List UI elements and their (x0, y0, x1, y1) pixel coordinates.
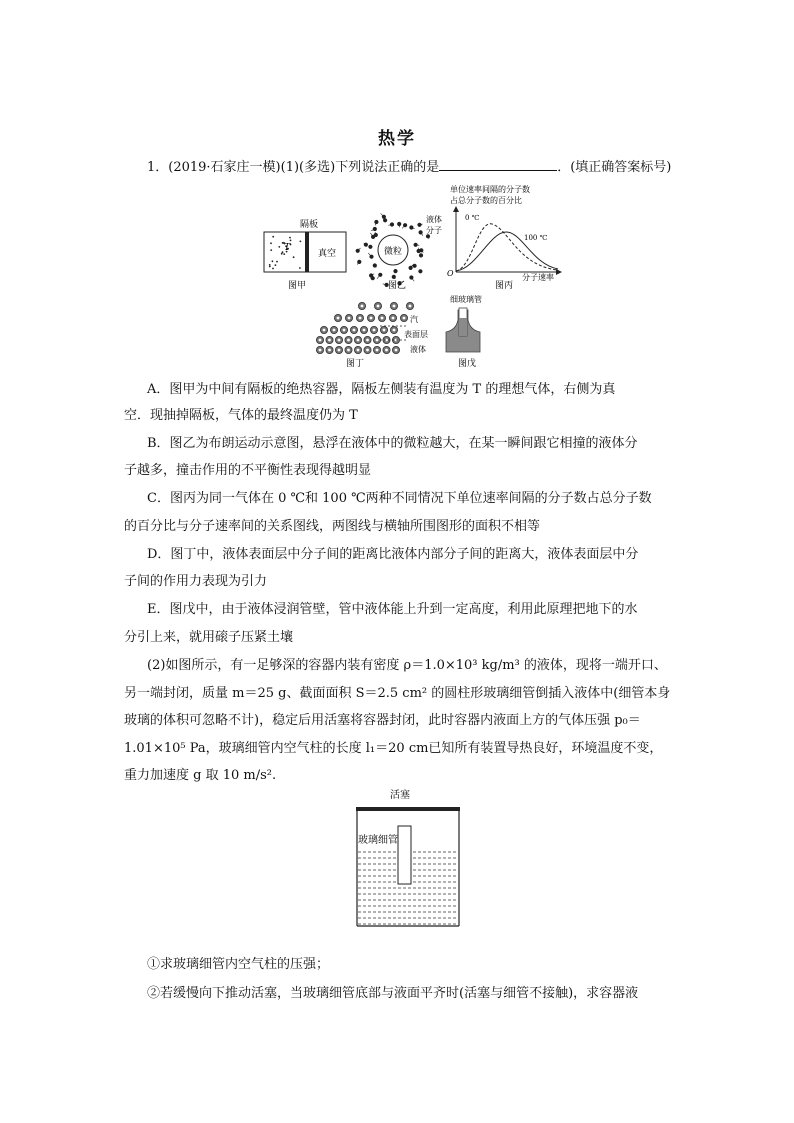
jia-vacuum-label: 真空 (318, 249, 337, 259)
yi-caption: 图乙 (388, 281, 407, 291)
option-b-line-1: B．图乙为布朗运动示意图，悬浮在液体中的微粒越大，在某一瞬间跟它相撞的液体分 (147, 436, 638, 451)
option-a-line-1: A．图甲为中间有隔板的绝热容器，隔板左侧装有温度为 T 的理想气体，右侧为真 (147, 382, 616, 397)
subquestion-1: ①求玻璃细管内空气柱的压强； (147, 957, 330, 972)
piston (356, 807, 460, 811)
figure-ding (316, 302, 428, 369)
subquestion-2: ②若缓慢向下推动活塞，当玻璃细管底部与液面平齐时(活塞与细管不接触)，求容器液 (147, 986, 639, 1001)
part-2-line-1: (2)如图所示，有一足够深的容器内装有密度 ρ＝1.0×10³ kg/m³ 的液体，现将一端开口、 (147, 658, 667, 673)
bing-origin-label: O (447, 269, 454, 278)
ding-liquid-label: 液体 (410, 345, 426, 354)
ding-vapor-label: 汽 (410, 315, 418, 324)
part-2-line-2: 另一端封闭，质量 m＝25 g、截面面积 S＝2.5 cm² 的圆柱形玻璃细管倒插入液体中(细管本身 (124, 686, 671, 701)
question-1-stem-text: 1．(2019·石家庄一模)(1)(多选)下列说法正确的是 (147, 160, 440, 175)
option-e-line-2: 分引上来，就用磙子压紧土壤 (124, 630, 294, 645)
bing-ylabel-2: 占总分子数的百分比 (450, 196, 522, 205)
bing-xlabel: 分子速率 (522, 273, 554, 282)
option-c-line-1: C．图丙为同一气体在 0 ℃和 100 ℃两种不同情况下单位速率间隔的分子数占总分子数 (147, 491, 652, 506)
tube-label: 玻璃细管 (358, 835, 398, 846)
figure-2-container (340, 786, 470, 936)
option-b-line-2: 子越多，撞击作用的不平衡性表现得越明显 (124, 463, 372, 478)
glass-tube (398, 826, 411, 884)
wu-caption: 图戊 (458, 359, 477, 369)
figure-yi (356, 213, 442, 291)
page-title: 热学 (378, 129, 416, 149)
part-2-line-3: 玻璃的体积可忽略不计)，稳定后用活塞将容器封闭，此时容器内液面上方的气体压强 p₀＝ (124, 713, 641, 728)
jia-gas-label: T (284, 243, 291, 253)
bing-curve-100-label: 100 ℃ (524, 234, 548, 242)
question-1-stem (147, 158, 672, 178)
yi-molecules-label-2: 分子 (426, 226, 442, 235)
question-1-stem-hint: ．(填正确答案标号) (557, 160, 672, 175)
figure-bing (447, 184, 562, 291)
yi-particle-label: 微粒 (384, 247, 403, 257)
figure-jia (264, 218, 346, 291)
answer-blank[interactable] (439, 158, 557, 171)
ding-caption: 图丁 (346, 359, 365, 369)
wu-tube-label: 细玻璃管 (450, 295, 482, 304)
part-2-line-4: 1.01×10⁵ Pa，玻璃细管内空气柱的长度 l₁＝20 cm已知所有装置导热良好，环境温度不变， (124, 741, 663, 756)
part-2-line-5: 重力加速度 g 取 10 m/s². (124, 768, 277, 783)
bing-caption: 图丙 (495, 281, 514, 291)
jia-partition-label: 隔板 (300, 220, 319, 230)
bing-curve-0-label: 0 ℃ (465, 214, 480, 222)
bing-ylabel-1: 单位速率间隔的分子数 (450, 185, 530, 194)
figure-1-panels (240, 180, 600, 370)
jia-caption: 图甲 (288, 281, 307, 291)
option-c-line-2: 的百分比与分子速率间的关系图线，两图线与横轴所围图形的面积不相等 (124, 519, 541, 534)
yi-molecules-label-1: 液体 (426, 215, 442, 224)
figure-wu (446, 294, 482, 369)
option-d-line-2: 子间的作用力表现为引力 (124, 574, 268, 589)
option-d-line-1: D．图丁中，液体表面层中分子间的距离比液体内部分子间的距离大，液体表面层中分 (147, 547, 639, 562)
option-e-line-1: E．图戊中，由于液体浸润管壁，管中液体能上升到一定高度，利用此原理把地下的水 (147, 602, 638, 617)
piston-label: 活塞 (390, 790, 410, 801)
ding-surface-label: 表面层 (404, 330, 428, 339)
option-a-line-2: 空．现抽掉隔板，气体的最终温度仍为 T (124, 408, 358, 423)
